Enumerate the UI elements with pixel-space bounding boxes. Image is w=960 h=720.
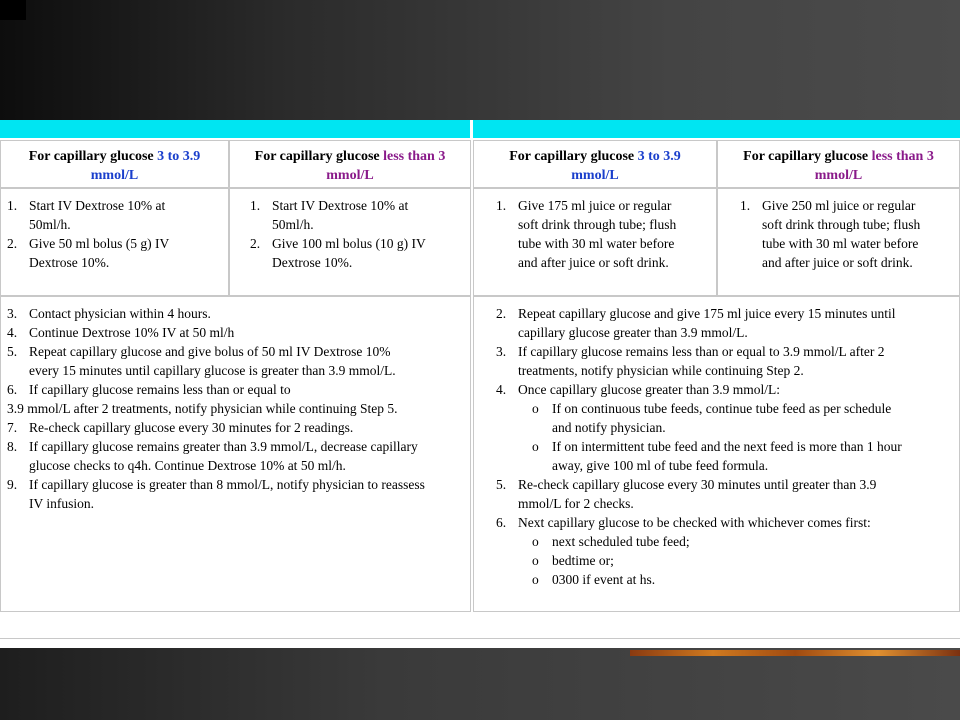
header-iv-low: For capillary glucose less than 3 mmol/L	[229, 140, 471, 188]
sub-list-line: If on intermittent tube feed and the next feed is more than 1 hour	[552, 439, 902, 454]
list-item-number: 4.	[7, 325, 18, 340]
list-item-line: Once capillary glucose greater than 3.9 mmol/L:	[518, 382, 781, 397]
list-item-number: 2.	[496, 306, 507, 321]
sub-list-text	[552, 570, 655, 589]
list-item-line: mmol/L for 2 checks.	[518, 496, 634, 511]
list-item	[7, 323, 466, 342]
sub-list-line: and notify physician.	[552, 420, 666, 435]
list-item-line: and after juice or soft drink.	[762, 255, 913, 270]
list-item-number: 5.	[496, 477, 507, 492]
glucose-protocol-table	[0, 120, 960, 648]
list-item-number: 8.	[7, 439, 18, 454]
sub-list-line: away, give 100 ml of tube feed formula.	[552, 458, 769, 473]
list-item-line: Contact physician within 4 hours.	[29, 306, 211, 321]
list-item	[7, 304, 466, 323]
list-item	[740, 196, 955, 272]
list-item-line: Repeat capillary glucose and give 175 ml juice every 15 minutes until	[518, 306, 896, 321]
header-iv-range: For capillary glucose 3 to 3.9 mmol/L	[0, 140, 229, 188]
list-item-number: 3.	[7, 306, 18, 321]
sub-list-item	[496, 570, 955, 589]
list-item-line: IV infusion.	[29, 496, 95, 511]
tube-followup-steps	[473, 296, 960, 612]
bullet-marker: o	[532, 572, 539, 587]
header-tube-range: For capillary glucose 3 to 3.9 mmol/L	[473, 140, 717, 188]
bullet-marker: o	[532, 553, 539, 568]
sub-list-line: 0300 if event at hs.	[552, 572, 656, 587]
list-item-number: 6.	[7, 382, 18, 397]
list-item-line: Start IV Dextrose 10% at	[272, 198, 409, 213]
list-item	[7, 418, 466, 437]
list-item-line: If capillary glucose remains less than or equal to 3.9 mmol/L after 2	[518, 344, 885, 359]
table-bottom-border	[0, 638, 960, 639]
list-item	[496, 342, 955, 380]
list-item-number: 4.	[496, 382, 507, 397]
list-item-text	[518, 475, 876, 513]
sub-list-text	[552, 551, 614, 570]
list-item	[7, 234, 224, 272]
sub-list-line: next scheduled tube feed;	[552, 534, 690, 549]
list-item	[496, 513, 955, 532]
sub-list-line: If on continuous tube feeds, continue tube feed as per schedule	[552, 401, 892, 416]
tube-range-steps	[473, 188, 717, 296]
list-item	[7, 399, 466, 418]
list-item-text	[272, 196, 408, 234]
list-item-text	[29, 323, 234, 342]
list-item-line: Re-check capillary glucose every 30 minutes until greater than 3.9	[518, 477, 877, 492]
list-item-line: Re-check capillary glucose every 30 minutes for 2 readings.	[29, 420, 354, 435]
list-item-number: 1.	[250, 198, 261, 213]
list-item-text	[29, 380, 291, 399]
list-item-line: 50ml/h.	[272, 217, 314, 232]
sub-list-item	[496, 399, 955, 437]
list-item-text	[29, 475, 425, 513]
decorative-footer-strip	[630, 650, 960, 656]
sub-list-text	[552, 532, 690, 551]
list-item-line: Dextrose 10%.	[272, 255, 353, 270]
list-item-line: glucose checks to q4h. Continue Dextrose 10% at 50 ml/h.	[29, 458, 346, 473]
list-item-line: Give 250 ml juice or regular	[762, 198, 916, 213]
list-item-line: Next capillary glucose to be checked with whichever comes first:	[518, 515, 871, 530]
list-item	[250, 234, 466, 272]
header-tube-low: For capillary glucose less than 3 mmol/L	[717, 140, 960, 188]
list-item-text	[29, 418, 353, 437]
bullet-marker: o	[532, 401, 539, 416]
list-item-number: 7.	[7, 420, 18, 435]
iv-range-steps	[0, 188, 229, 296]
list-item-number: 1.	[496, 198, 507, 213]
list-item-line: Give 175 ml juice or regular	[518, 198, 672, 213]
list-item-line: Give 50 ml bolus (5 g) IV	[29, 236, 170, 251]
sub-list-line: bedtime or;	[552, 553, 614, 568]
list-item	[7, 475, 466, 513]
list-item	[496, 475, 955, 513]
list-item-line: tube with 30 ml water before	[762, 236, 919, 251]
list-item-line: tube with 30 ml water before	[518, 236, 675, 251]
list-item-line: and after juice or soft drink.	[518, 255, 669, 270]
list-item-line: 50ml/h.	[29, 217, 71, 232]
list-item-text	[272, 234, 426, 272]
list-item-text	[29, 342, 396, 380]
list-item	[496, 304, 955, 342]
list-item	[496, 380, 955, 399]
list-item-line: Dextrose 10%.	[29, 255, 110, 270]
list-item-line: 3.9 mmol/L after 2 treatments, notify physician while continuing Step 5.	[7, 401, 398, 416]
list-item-text	[29, 234, 169, 272]
list-item-text	[762, 196, 920, 272]
list-item-line: soft drink through tube; flush	[762, 217, 921, 232]
list-item-number: 2.	[7, 236, 18, 251]
list-item-text	[29, 304, 211, 323]
sub-list-text	[552, 399, 891, 437]
list-item-line: Start IV Dextrose 10% at	[29, 198, 166, 213]
list-item-text	[518, 304, 896, 342]
list-item-text	[29, 196, 165, 234]
list-item-text	[518, 513, 871, 532]
list-item	[7, 380, 466, 399]
sub-list-item	[496, 532, 955, 551]
list-item	[7, 342, 466, 380]
iv-low-steps	[229, 188, 471, 296]
bullet-marker: o	[532, 439, 539, 454]
list-item-number: 1.	[740, 198, 751, 213]
list-item-number: 1.	[7, 198, 18, 213]
list-item-text	[518, 342, 885, 380]
list-item-line: If capillary glucose remains less than or equal to	[29, 382, 291, 397]
list-item-text	[7, 399, 398, 418]
iv-followup-steps	[0, 296, 471, 612]
sub-list-item	[496, 551, 955, 570]
list-item-line: treatments, notify physician while continuing Step 2.	[518, 363, 804, 378]
list-item-number: 2.	[250, 236, 261, 251]
tube-low-steps	[717, 188, 960, 296]
list-item	[250, 196, 466, 234]
list-item-line: If capillary glucose is greater than 8 mmol/L, notify physician to reassess	[29, 477, 425, 492]
list-item-line: Repeat capillary glucose and give bolus of 50 ml IV Dextrose 10%	[29, 344, 391, 359]
list-item-line: Continue Dextrose 10% IV at 50 ml/h	[29, 325, 235, 340]
list-item-line: every 15 minutes until capillary glucose is greater than 3.9 mmol/L.	[29, 363, 396, 378]
list-item-line: soft drink through tube; flush	[518, 217, 677, 232]
list-item-line: capillary glucose greater than 3.9 mmol/L.	[518, 325, 748, 340]
bullet-marker: o	[532, 534, 539, 549]
sub-list-text	[552, 437, 902, 475]
list-item-number: 6.	[496, 515, 507, 530]
list-item-number: 5.	[7, 344, 18, 359]
list-item-number: 3.	[496, 344, 507, 359]
list-item	[496, 196, 712, 272]
corner-decoration	[0, 0, 26, 20]
list-item-text	[518, 196, 676, 272]
list-item-text	[518, 380, 780, 399]
list-item	[7, 196, 224, 234]
sub-list-item	[496, 437, 955, 475]
header-strip-left	[0, 120, 470, 138]
list-item-number: 9.	[7, 477, 18, 492]
list-item	[7, 437, 466, 475]
list-item-text	[29, 437, 418, 475]
slide-title-bar	[0, 0, 960, 120]
list-item-line: If capillary glucose remains greater than 3.9 mmol/L, decrease capillary	[29, 439, 418, 454]
list-item-line: Give 100 ml bolus (10 g) IV	[272, 236, 426, 251]
header-strip-right	[473, 120, 960, 138]
